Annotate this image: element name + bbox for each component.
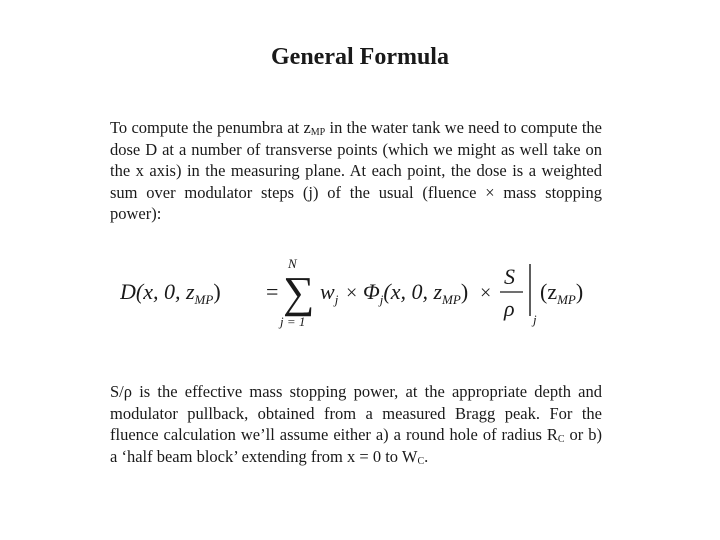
formula-lhs-close: ) xyxy=(213,279,221,304)
formula-eval-arg xyxy=(540,279,583,307)
sum-symbol-icon: ∑ xyxy=(283,268,315,317)
sp-text-c: . xyxy=(424,446,429,466)
intro-text-a: To compute the penumbra at z xyxy=(110,118,311,137)
formula-phi-args: (x, 0, z xyxy=(383,279,443,304)
formula-phi-text: Φ xyxy=(363,279,380,304)
sp-subscript-c2: C xyxy=(417,455,425,467)
formula-lhs xyxy=(120,279,221,307)
stopping-power-paragraph xyxy=(110,381,602,467)
intro-subscript-mp: MP xyxy=(310,127,326,138)
intro-paragraph xyxy=(110,117,602,225)
fraction-denominator: ρ xyxy=(504,296,515,321)
formula-eval-close: ) xyxy=(575,279,584,304)
dose-formula xyxy=(120,256,600,336)
formula-eval-arg-text: (z xyxy=(540,279,558,304)
sp-subscript-c1: C xyxy=(557,434,565,445)
formula-eval-arg-sub: MP xyxy=(557,292,576,307)
formula-lhs-text: D(x, 0, z xyxy=(120,279,195,304)
formula-phi-close: ) xyxy=(460,279,469,304)
formula-times-2: × xyxy=(480,282,492,304)
formula-equals: = xyxy=(266,279,279,304)
fraction-numerator: S xyxy=(504,264,515,289)
slide-title: General Formula xyxy=(271,44,449,70)
formula-times-1: × xyxy=(346,282,358,304)
formula-phi-sub: j xyxy=(379,292,384,307)
sum-lower-limit: j = 1 xyxy=(280,314,306,329)
sp-text-a: S/ρ is the effective mass stopping power, at the appropriate depth and modulator pullback, obtained from a measured Bragg peak. For the fluence calculation we’ll assume either a) a round hole of radius R xyxy=(110,382,602,444)
intro-text-b: in the water tank we need to compute the dose D at a number of transverse points (which we might as well take on the x axis) in the measuring plane. At each point, the dose is a weighted sum over modulator steps (j) of the usual (fluence × mass stopping power): xyxy=(110,118,602,223)
formula-lhs-sub: MP xyxy=(194,292,214,307)
formula-phi-args-sub: MP xyxy=(442,292,461,307)
formula-phi xyxy=(363,279,468,307)
formula-weight xyxy=(320,279,339,307)
sum-upper-limit: N xyxy=(288,256,297,271)
evaluation-subscript: j xyxy=(533,312,537,327)
formula-weight-text: w xyxy=(320,279,335,304)
sp-text-b: or b) a ‘half beam block’ extending from x = 0 to W xyxy=(110,425,602,466)
formula-weight-sub: j xyxy=(334,292,339,307)
